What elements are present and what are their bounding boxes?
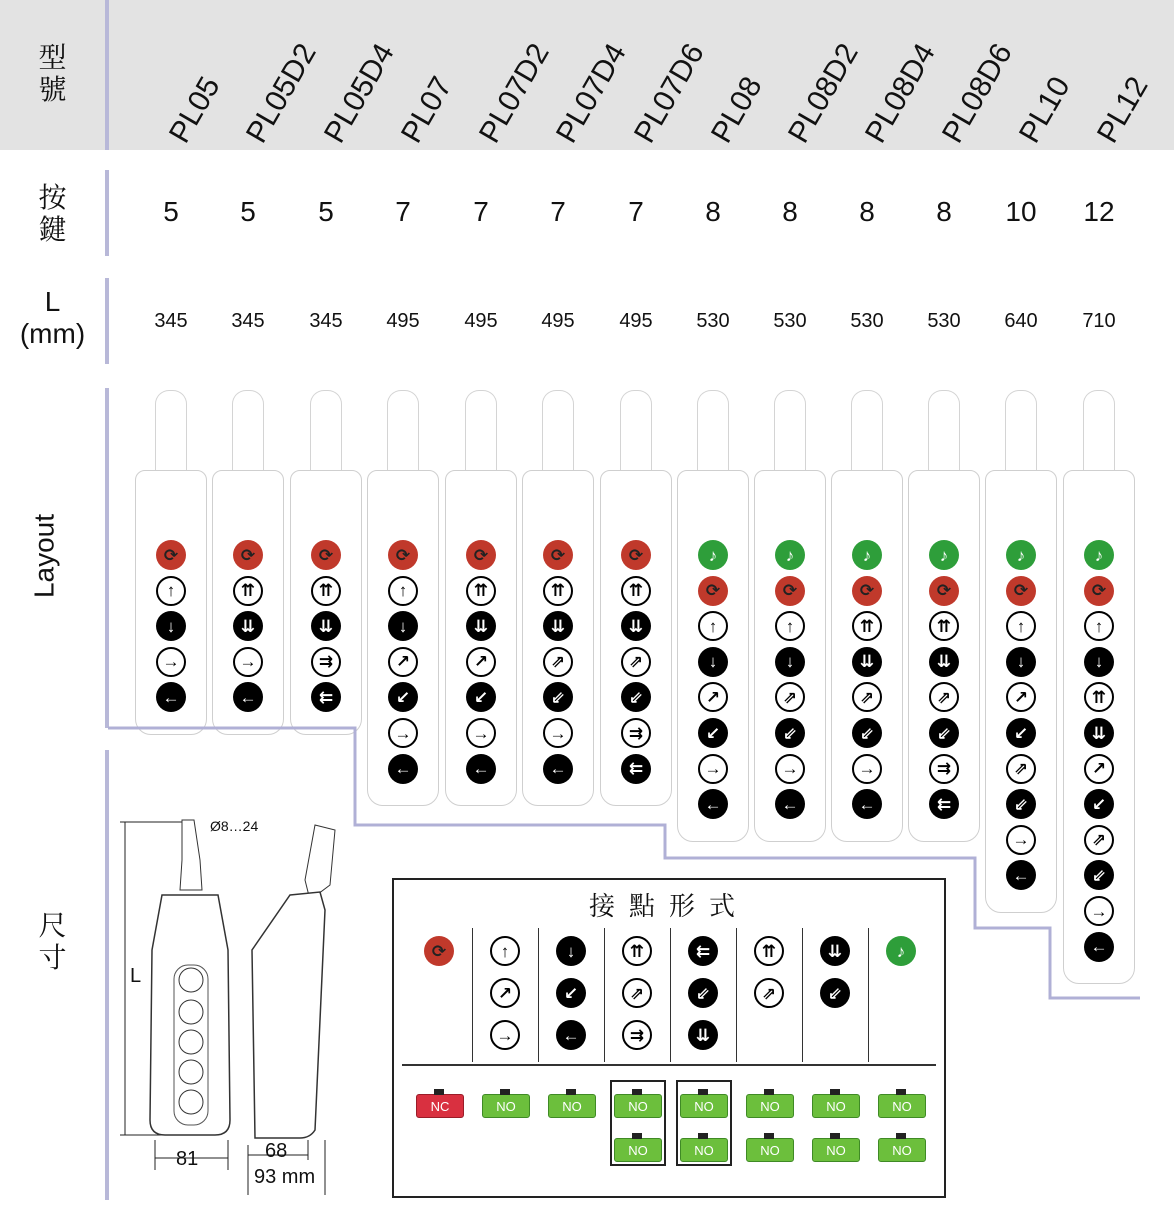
length-value: 530: [773, 310, 807, 332]
pendant-button-icon: ⇉: [621, 718, 651, 748]
key-count: 12: [1083, 196, 1115, 227]
pendant-layout: [754, 390, 826, 840]
pendant-layout: [135, 390, 207, 733]
pendant-button-icon: ⇊: [621, 611, 651, 641]
depth-label: 68: [265, 1140, 288, 1162]
pendant-layout: [600, 390, 672, 804]
pendant-button-icon: ⟳: [466, 540, 496, 570]
contact-symbol-icon: ←: [556, 1020, 586, 1050]
pendant-button-icon: ⇗: [929, 682, 959, 712]
pendant-button-icon: ♪: [929, 540, 959, 570]
pendant-button-icon: ⇈: [1084, 682, 1114, 712]
no-contact-block: NO: [746, 1094, 794, 1118]
pendant-button-icon: ⟳: [852, 576, 882, 606]
pendant-button-icon: ↑: [775, 611, 805, 641]
no-contact-block: NO: [614, 1094, 662, 1118]
pendant-button-icon: ⟳: [543, 540, 573, 570]
pendant-button-icon: ←: [1084, 932, 1114, 962]
pendant-button-icon: ⇊: [852, 647, 882, 677]
model-name: PL07: [395, 71, 459, 149]
pendant-button-icon: ⇙: [621, 682, 651, 712]
model-name: PL08: [705, 71, 769, 149]
pendant-button-icon: ⇊: [929, 647, 959, 677]
pendant-layout: [212, 390, 284, 733]
pendant-button-icon: →: [156, 647, 186, 677]
pendant-button-icon: ⟳: [1006, 576, 1036, 606]
no-contact-block: NO: [878, 1138, 926, 1162]
pendant-cable-gland: [310, 390, 342, 471]
pendant-button-icon: ⇇: [621, 754, 651, 784]
pendant-button-icon: ♪: [1006, 540, 1036, 570]
key-count: 7: [473, 196, 489, 227]
pendant-button-icon: →: [698, 754, 728, 784]
model-name: PL07D6: [628, 38, 711, 149]
key-count: 8: [936, 196, 952, 227]
pendant-layout: [908, 390, 980, 840]
pendant-button-icon: ↗: [1084, 754, 1114, 784]
pendant-layout: [445, 390, 517, 804]
pendant-button-icon: ↗: [466, 647, 496, 677]
pendant-button-icon: →: [1084, 896, 1114, 926]
length-value: 495: [464, 310, 498, 332]
pendant-button-icon: ⟳: [233, 540, 263, 570]
model-name: PL07D4: [550, 38, 633, 149]
contact-symbol-icon: →: [490, 1020, 520, 1050]
length-value: 495: [541, 310, 575, 332]
pendant-layout: [1063, 390, 1135, 982]
pendant-button-icon: ⇉: [929, 754, 959, 784]
no-contact-block: NO: [878, 1094, 926, 1118]
dimension-drawing: [110, 800, 370, 1200]
pendant-button-icon: ⇊: [543, 611, 573, 641]
pendant-button-icon: ⇙: [852, 718, 882, 748]
contact-symbol-icon: ⇗: [754, 978, 784, 1008]
contact-symbol-icon: ↗: [490, 978, 520, 1008]
cable-diameter-label: Ø8…24: [210, 818, 259, 834]
pendant-button-icon: ⇗: [1084, 825, 1114, 855]
key-count: 5: [240, 196, 256, 227]
length-value: 495: [619, 310, 653, 332]
contact-symbol-icon: ⇙: [688, 978, 718, 1008]
pendant-outline-drawing: [110, 800, 370, 1200]
contact-column-divider: [472, 928, 473, 1062]
pendant-cable-gland: [387, 390, 419, 471]
pendant-button-icon: ↓: [775, 647, 805, 677]
length-value: 640: [1004, 310, 1038, 332]
pendant-button-icon: ⇊: [233, 611, 263, 641]
contact-column-divider: [868, 928, 869, 1062]
pendant-button-icon: ↗: [388, 647, 418, 677]
pendant-button-icon: →: [1006, 825, 1036, 855]
pendant-button-icon: ⟳: [388, 540, 418, 570]
no-contact-block: NO: [812, 1138, 860, 1162]
pendant-cable-gland: [774, 390, 806, 471]
pendant-button-icon: ←: [543, 754, 573, 784]
pendant-cable-gland: [697, 390, 729, 471]
contact-column-divider: [538, 928, 539, 1062]
pendant-layout: [290, 390, 362, 733]
pendant-button-icon: ←: [698, 789, 728, 819]
contact-symbol-icon: ⇇: [688, 936, 718, 966]
key-count: 7: [628, 196, 644, 227]
no-contact-block: NO: [614, 1138, 662, 1162]
pendant-layout: [831, 390, 903, 840]
pendant-button-icon: ←: [388, 754, 418, 784]
pendant-button-icon: ⇈: [852, 611, 882, 641]
contact-symbol-icon: ↙: [556, 978, 586, 1008]
pendant-button-icon: ⇈: [233, 576, 263, 606]
pendant-button-icon: ↑: [1084, 611, 1114, 641]
pendant-button-icon: ⟳: [775, 576, 805, 606]
pendant-button-icon: ←: [1006, 860, 1036, 890]
length-value: 530: [927, 310, 961, 332]
contact-symbol-icon: ⇊: [820, 936, 850, 966]
model-name: PL10: [1013, 71, 1077, 149]
no-contact-block: NO: [680, 1094, 728, 1118]
model-name: PL08D6: [936, 38, 1019, 149]
pendant-cable-gland: [1083, 390, 1115, 471]
pendant-layout: [367, 390, 439, 804]
pendant-button-icon: ↑: [388, 576, 418, 606]
contact-symbol-icon: ⇈: [622, 936, 652, 966]
contact-column-divider: [802, 928, 803, 1062]
pendant-button-icon: ↓: [698, 647, 728, 677]
pendant-cable-gland: [1005, 390, 1037, 471]
contact-table-title: 接點形式: [588, 891, 749, 921]
pendant-button-icon: ♪: [698, 540, 728, 570]
length-value: 530: [696, 310, 730, 332]
key-count: 10: [1005, 196, 1037, 227]
pendant-button-icon: ↓: [156, 611, 186, 641]
depth-total-label: 93 mm: [254, 1166, 316, 1188]
model-name: PL08D4: [859, 38, 942, 149]
key-count: 8: [705, 196, 721, 227]
pendant-button-icon: ⇙: [1084, 860, 1114, 890]
pendant-button-icon: ↙: [1084, 789, 1114, 819]
pendant-button-icon: ↓: [388, 611, 418, 641]
pendant-cable-gland: [851, 390, 883, 471]
pendant-button-icon: →: [543, 718, 573, 748]
no-contact-block: NO: [746, 1138, 794, 1162]
row-label-model: 型號: [38, 42, 67, 105]
contact-symbol-icon: ♪: [886, 936, 916, 966]
pendant-button-icon: ⟳: [621, 540, 651, 570]
contact-symbol-icon: ↑: [490, 936, 520, 966]
divider-line: [105, 0, 109, 150]
pendant-cable-gland: [542, 390, 574, 471]
pendant-button-icon: →: [388, 718, 418, 748]
contact-symbol-icon: ⇗: [622, 978, 652, 1008]
length-value: 345: [309, 310, 343, 332]
pendant-button-icon: ⇈: [621, 576, 651, 606]
length-value: 710: [1082, 310, 1116, 332]
row-label-layout: Layout: [28, 513, 60, 599]
length-value: 345: [154, 310, 188, 332]
pendant-button-icon: ⇗: [852, 682, 882, 712]
contact-symbol-icon: ⇙: [820, 978, 850, 1008]
pendant-button-icon: ⇈: [311, 576, 341, 606]
row-label-keys: 按鍵: [38, 182, 67, 245]
pendant-cable-gland: [155, 390, 187, 471]
contact-symbol-icon: ⇈: [754, 936, 784, 966]
key-count: 5: [163, 196, 179, 227]
key-count: 7: [395, 196, 411, 227]
no-contact-block: NO: [812, 1094, 860, 1118]
length-value: 530: [850, 310, 884, 332]
pendant-button-icon: ←: [156, 682, 186, 712]
pendant-cable-gland: [465, 390, 497, 471]
pendant-button-icon: →: [233, 647, 263, 677]
divider-line: [105, 170, 109, 256]
pendant-button-icon: ↑: [1006, 611, 1036, 641]
pendant-button-icon: ⇙: [543, 682, 573, 712]
divider-line: [105, 278, 109, 364]
pendant-button-icon: ↗: [698, 682, 728, 712]
row-label-size: 尺寸: [38, 910, 67, 973]
pendant-button-icon: ⇊: [311, 611, 341, 641]
pendant-button-icon: ⇙: [929, 718, 959, 748]
pendant-button-icon: ⇗: [621, 647, 651, 677]
pendant-button-icon: ⟳: [698, 576, 728, 606]
model-name: PL05D4: [318, 38, 401, 149]
contact-symbol-icon: ↓: [556, 936, 586, 966]
pendant-button-icon: ⟳: [311, 540, 341, 570]
pendant-layout: [985, 390, 1057, 911]
contact-table-divider: [402, 1064, 936, 1066]
model-name: PL08D2: [782, 38, 865, 149]
pendant-button-icon: ⇈: [543, 576, 573, 606]
pendant-cable-gland: [232, 390, 264, 471]
pendant-layout: [677, 390, 749, 840]
key-count: 7: [550, 196, 566, 227]
length-value: 495: [386, 310, 420, 332]
pendant-button-icon: ♪: [775, 540, 805, 570]
pendant-button-icon: ←: [466, 754, 496, 784]
length-label: L: [130, 965, 142, 987]
contact-symbol-icon: ⟳: [424, 936, 454, 966]
no-contact-block: NO: [548, 1094, 596, 1118]
pendant-button-icon: ↙: [698, 718, 728, 748]
no-contact-block: NO: [680, 1138, 728, 1162]
pendant-button-icon: ⟳: [156, 540, 186, 570]
contact-symbol-icon: ⇊: [688, 1020, 718, 1050]
length-value: 345: [231, 310, 265, 332]
pendant-button-icon: ⇗: [1006, 754, 1036, 784]
pendant-button-icon: ⇙: [775, 718, 805, 748]
key-count: 8: [782, 196, 798, 227]
pendant-button-icon: ⇇: [311, 682, 341, 712]
contact-symbol-icon: ⇉: [622, 1020, 652, 1050]
key-count: 5: [318, 196, 334, 227]
pendant-button-icon: ♪: [852, 540, 882, 570]
pendant-button-icon: →: [466, 718, 496, 748]
pendant-button-icon: ↑: [156, 576, 186, 606]
width-label: 81: [176, 1148, 199, 1170]
pendant-button-icon: ↓: [1084, 647, 1114, 677]
pendant-button-icon: ↑: [698, 611, 728, 641]
pendant-button-icon: ⇉: [311, 647, 341, 677]
pendant-button-icon: ⇊: [466, 611, 496, 641]
pendant-button-icon: ⇈: [929, 611, 959, 641]
pendant-button-icon: ⟳: [929, 576, 959, 606]
pendant-button-icon: ♪: [1084, 540, 1114, 570]
divider-line: [105, 750, 109, 1200]
key-count: 8: [859, 196, 875, 227]
pendant-button-icon: ↓: [1006, 647, 1036, 677]
pendant-button-icon: ⇗: [775, 682, 805, 712]
pendant-button-icon: ⇗: [543, 647, 573, 677]
model-name: PL12: [1091, 71, 1155, 149]
pendant-button-icon: ←: [233, 682, 263, 712]
pendant-button-icon: ⇈: [466, 576, 496, 606]
contact-type-table: [392, 878, 946, 1198]
pendant-button-icon: ↙: [388, 682, 418, 712]
model-name: PL05: [163, 71, 227, 149]
pendant-button-icon: ⇇: [929, 789, 959, 819]
pendant-cable-gland: [620, 390, 652, 471]
model-name: PL07D2: [473, 38, 556, 149]
contact-column-divider: [670, 928, 671, 1062]
pendant-button-icon: ⟳: [1084, 576, 1114, 606]
divider-line: [105, 388, 109, 728]
pendant-button-icon: →: [852, 754, 882, 784]
pendant-button-icon: ⇙: [1006, 789, 1036, 819]
pendant-button-icon: ↙: [1006, 718, 1036, 748]
pendant-layout: [522, 390, 594, 804]
model-name: PL05D2: [240, 38, 323, 149]
pendant-button-icon: ↗: [1006, 682, 1036, 712]
pendant-button-icon: ↙: [466, 682, 496, 712]
pendant-cable-gland: [928, 390, 960, 471]
no-contact-block: NO: [482, 1094, 530, 1118]
contact-column-divider: [604, 928, 605, 1062]
pendant-button-icon: →: [775, 754, 805, 784]
pendant-button-icon: ←: [775, 789, 805, 819]
pendant-button-icon: ←: [852, 789, 882, 819]
row-label-length: L (mm): [19, 286, 86, 349]
contact-column-divider: [736, 928, 737, 1062]
pendant-button-icon: ⇊: [1084, 718, 1114, 748]
nc-contact-block: NC: [416, 1094, 464, 1118]
